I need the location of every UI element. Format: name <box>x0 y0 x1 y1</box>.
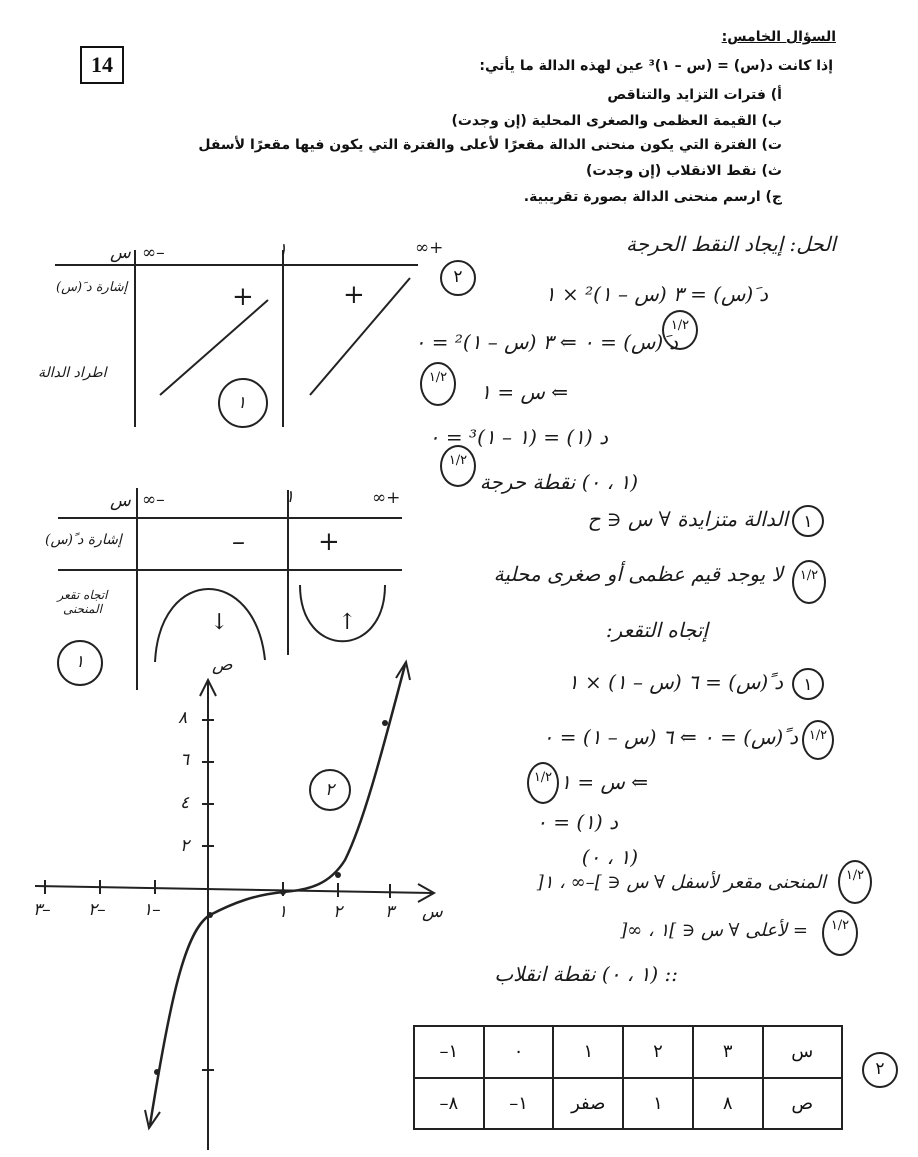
mark-no-extrema: ١/٢ <box>792 560 826 604</box>
graph-x-tick-1: ١ <box>278 902 288 922</box>
graph-x-label: س <box>422 902 443 922</box>
mark-half-a: ١/٢ <box>662 310 698 350</box>
st2-one: ١ <box>285 487 295 507</box>
graph-x-tick-2: ٢ <box>333 902 343 922</box>
st2-neg-inf: –∞ <box>142 490 165 510</box>
st1-mark: ١ <box>237 393 247 413</box>
vt-y-2: ١ <box>623 1078 693 1130</box>
graph-mark: ٢ <box>325 780 335 800</box>
graph-x-tick-neg2: –٢ <box>88 900 106 920</box>
graph-x-tick-neg3: –٣ <box>33 900 51 920</box>
vt-y-0: –١ <box>484 1078 554 1130</box>
graph-y-tick-6: ٦ <box>180 750 190 770</box>
mark-concave-up: ١/٢ <box>822 910 858 956</box>
value-table-row-y <box>414 1078 842 1130</box>
st2-row1-left: – <box>232 527 245 557</box>
vt-x-neg1: –١ <box>414 1026 484 1078</box>
sol-line-15: المنحنى مقعر لأسفل ∀ س ∈ ]–∞ ، ١[ <box>536 872 826 893</box>
mark-critical: ٢ <box>440 260 476 296</box>
sol-line-3: د َ(س) = ٠ ⇐ ٣ (س – ١)² = ٠ <box>414 330 678 354</box>
sol-line-8: لا يوجد قيم عظمى أو صغرى محلية <box>493 562 783 586</box>
value-table <box>413 1025 843 1130</box>
sol-line-17: :: (١ ، ٠) نقطة انقلاب <box>494 962 678 986</box>
vt-y-label: ص <box>763 1078 842 1130</box>
sol-line-14: (١ ، ٠) <box>581 845 638 869</box>
sol-line-13: د (١) = ٠ <box>536 810 618 834</box>
sol-line-11: د ً(س) = ٠ ⇐ ٦ (س – ١) = ٠ <box>542 725 798 749</box>
st2-row2-left: ↓ <box>210 610 229 635</box>
mark-concave-down: ١/٢ <box>838 860 872 904</box>
st2-mark: ١ <box>75 652 85 672</box>
graph-y-tick-2: ٢ <box>180 836 190 856</box>
st1-row2-label: اطراد الدالة <box>38 365 107 381</box>
mark-increasing: ١ <box>792 505 824 537</box>
page-number-badge: 14 <box>80 46 124 84</box>
st2-row2-label: اتجاه تقعر المنحنى <box>57 588 108 616</box>
st1-row1-label: إشارة د َ(س) <box>56 280 128 295</box>
st1-row1-right: + <box>343 280 365 310</box>
vt-x-0: ٠ <box>484 1026 554 1078</box>
graph-y-tick-4: ٤ <box>180 793 190 813</box>
st2-row1-right: + <box>318 527 340 557</box>
sol-line-10: د ً(س) = ٦ (س – ١) × ١ <box>567 670 783 694</box>
st1-row1-left: + <box>232 282 254 312</box>
st1-neg-inf: –∞ <box>142 243 165 263</box>
vt-x-label: س <box>763 1026 842 1078</box>
vt-y-1: صفر <box>553 1078 623 1130</box>
mark-half-d: ١/٢ <box>802 720 834 760</box>
st2-var: س <box>110 491 131 511</box>
vt-x-2: ٢ <box>623 1026 693 1078</box>
question-part-c: ت) الفترة التي يكون منحنى الدالة مقعرًا لأعلى والفترة التي يكون فيها مقعرًا لأسفل <box>198 137 782 153</box>
sol-line-4: ⇐ س = ١ <box>480 380 568 404</box>
cubic-curve <box>150 665 405 1125</box>
st2-pos-inf: +∞ <box>372 488 401 508</box>
graph-y-label: ص <box>212 655 233 675</box>
mark-half-e: ١/٢ <box>527 762 559 804</box>
sol-line-5: د (١) = (١ – ١)³ = ٠ <box>428 425 608 449</box>
question-part-e: ج) ارسم منحنى الدالة بصورة تقريبية. <box>523 189 782 205</box>
st1-pos-inf: +∞ <box>415 238 444 258</box>
graph-y-tick-8: ٨ <box>178 708 188 728</box>
mark-values: ٢ <box>862 1052 898 1088</box>
st1-var: س <box>110 243 131 263</box>
sol-line-2: د َ(س) = ٣ (س – ١)² × ١ <box>544 282 768 306</box>
st2-row1-label: إشارة د ً(س) <box>45 532 122 548</box>
st1-one: ١ <box>278 240 288 260</box>
vt-x-1: ١ <box>553 1026 623 1078</box>
question-stem: إذا كانت د(س) = (س – ١)³ عين لهذه الدالة ما يأتي: <box>479 58 833 74</box>
question-title: السؤال الخامس: <box>721 29 836 45</box>
sol-line-6: (١ ، ٠) نقطة حرجة <box>479 470 638 494</box>
question-part-d: ث) نقط الانقلاب (إن وجدت) <box>585 163 782 179</box>
mark-second-deriv: ١ <box>792 668 824 700</box>
question-part-b: ب) القيمة العظمى والصغرى المحلية (إن وجدت) <box>451 113 782 129</box>
vt-y-neg1: –٨ <box>414 1078 484 1130</box>
value-table-row-x <box>414 1026 842 1078</box>
vt-x-3: ٣ <box>693 1026 763 1078</box>
sol-line-12: ⇐ س = ١ <box>560 770 648 794</box>
curve-points <box>154 720 388 1075</box>
st2-row2-right: ↑ <box>338 610 357 635</box>
mark-half-b: ١/٢ <box>420 362 456 406</box>
vt-y-3: ٨ <box>693 1078 763 1130</box>
graph-x-tick-3: ٣ <box>385 902 395 922</box>
sol-line-16: = لأعلى ∀ س ∈ ]١ ، ∞[ <box>620 920 808 941</box>
question-part-a: أ) فترات التزايد والتناقص <box>607 87 782 103</box>
sol-line-9: إتجاه التقعر: <box>605 618 708 642</box>
mark-half-c: ١/٢ <box>440 445 476 487</box>
sol-line-1: الحل: إيجاد النقط الحرجة <box>625 232 836 256</box>
sol-line-7: الدالة متزايدة ∀ س ∈ ح <box>587 507 788 531</box>
graph-x-tick-neg1: –١ <box>143 900 161 920</box>
